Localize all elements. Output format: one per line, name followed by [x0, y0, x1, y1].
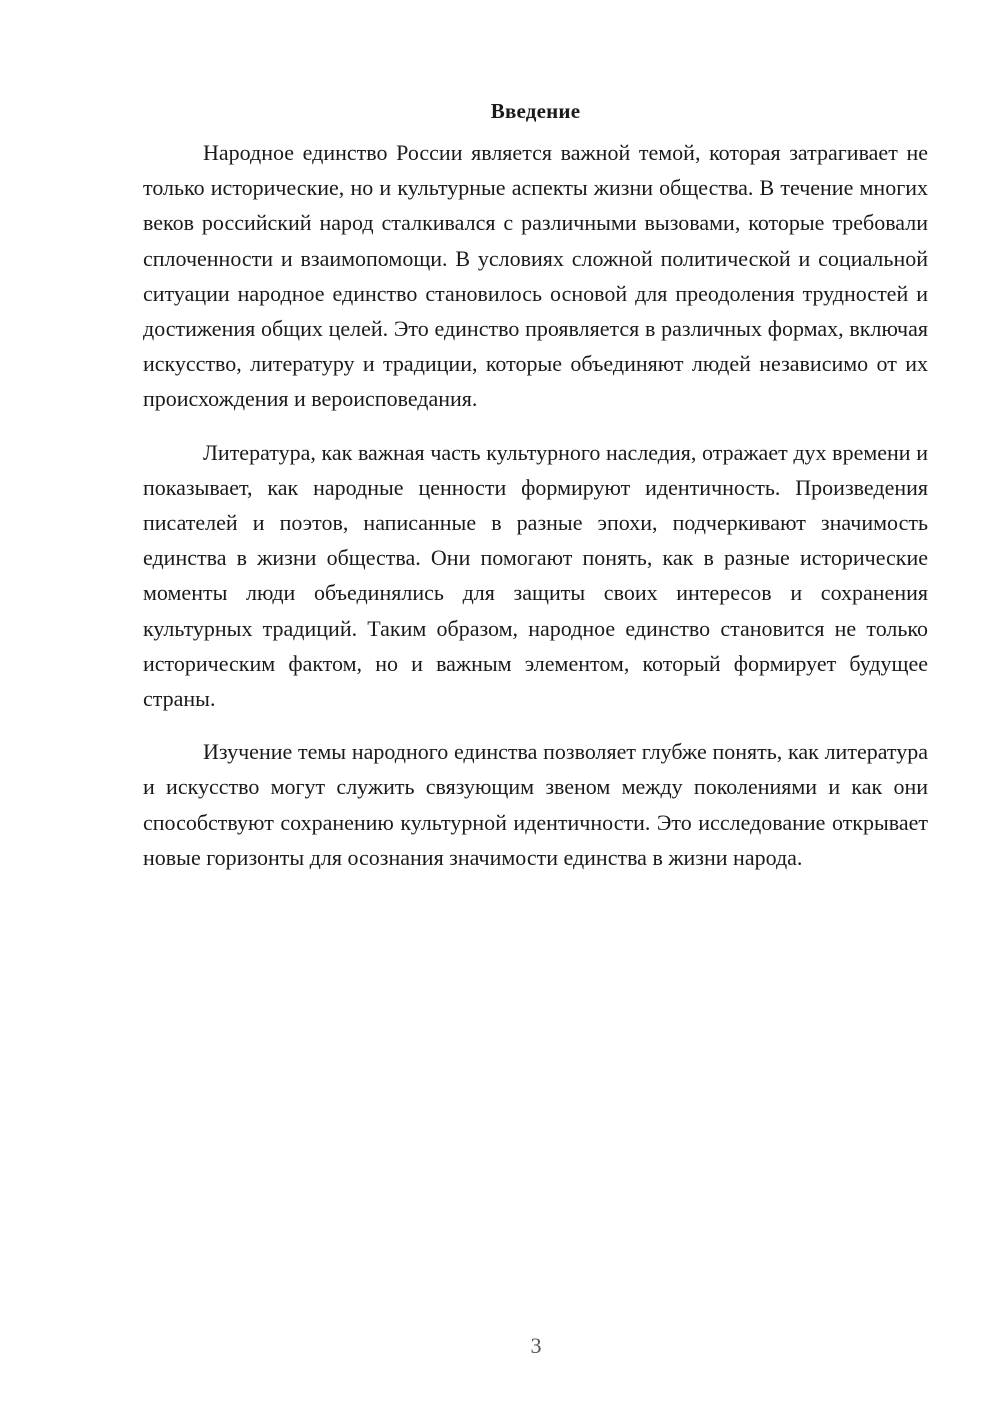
- section-title: Введение: [490, 99, 581, 123]
- paragraph-2: Литература, как важная часть культурного наследия, отражает дух времени и показывает, как народные ценности формируют идентичность. Произведения писателей и поэтов, написанные в разные эпохи, подчеркивают значимость единства в жизни общества. Они помогают понять, как в разные исторические моменты люди объединялись для защиты своих интересов и сохранения культурных традиций. Таким образом, народное единство становится не только историческим фактом, но и важным элементом, который формирует будущее страны.: [143, 439, 928, 712]
- page-content: [143, 94, 928, 893]
- page-number: 3: [530, 1333, 542, 1358]
- paragraph-1: Народное единство России является важной темой, которая затрагивает не только исторические, но и культурные аспекты жизни общества. В течение многих веков российский народ сталкивался с различными вызовами, которые требовали сплоченности и взаимопомощи. В условиях сложной политической и социальной ситуации народное единство становилось основой для преодоления трудностей и достижения общих целей. Это единство проявляется в различных формах, включая искусство, литературу и традиции, которые объединяют людей независимо от их происхождения и вероисповедания.: [143, 140, 928, 412]
- paragraph-3: Изучение темы народного единства позволяет глубже понять, как литература и искусство могут служить связующим звеном между поколениями и как они способствуют сохранению культурной идентичности. Это исследование открывает новые горизонты для осознания значимости единства в жизни народа.: [143, 739, 928, 870]
